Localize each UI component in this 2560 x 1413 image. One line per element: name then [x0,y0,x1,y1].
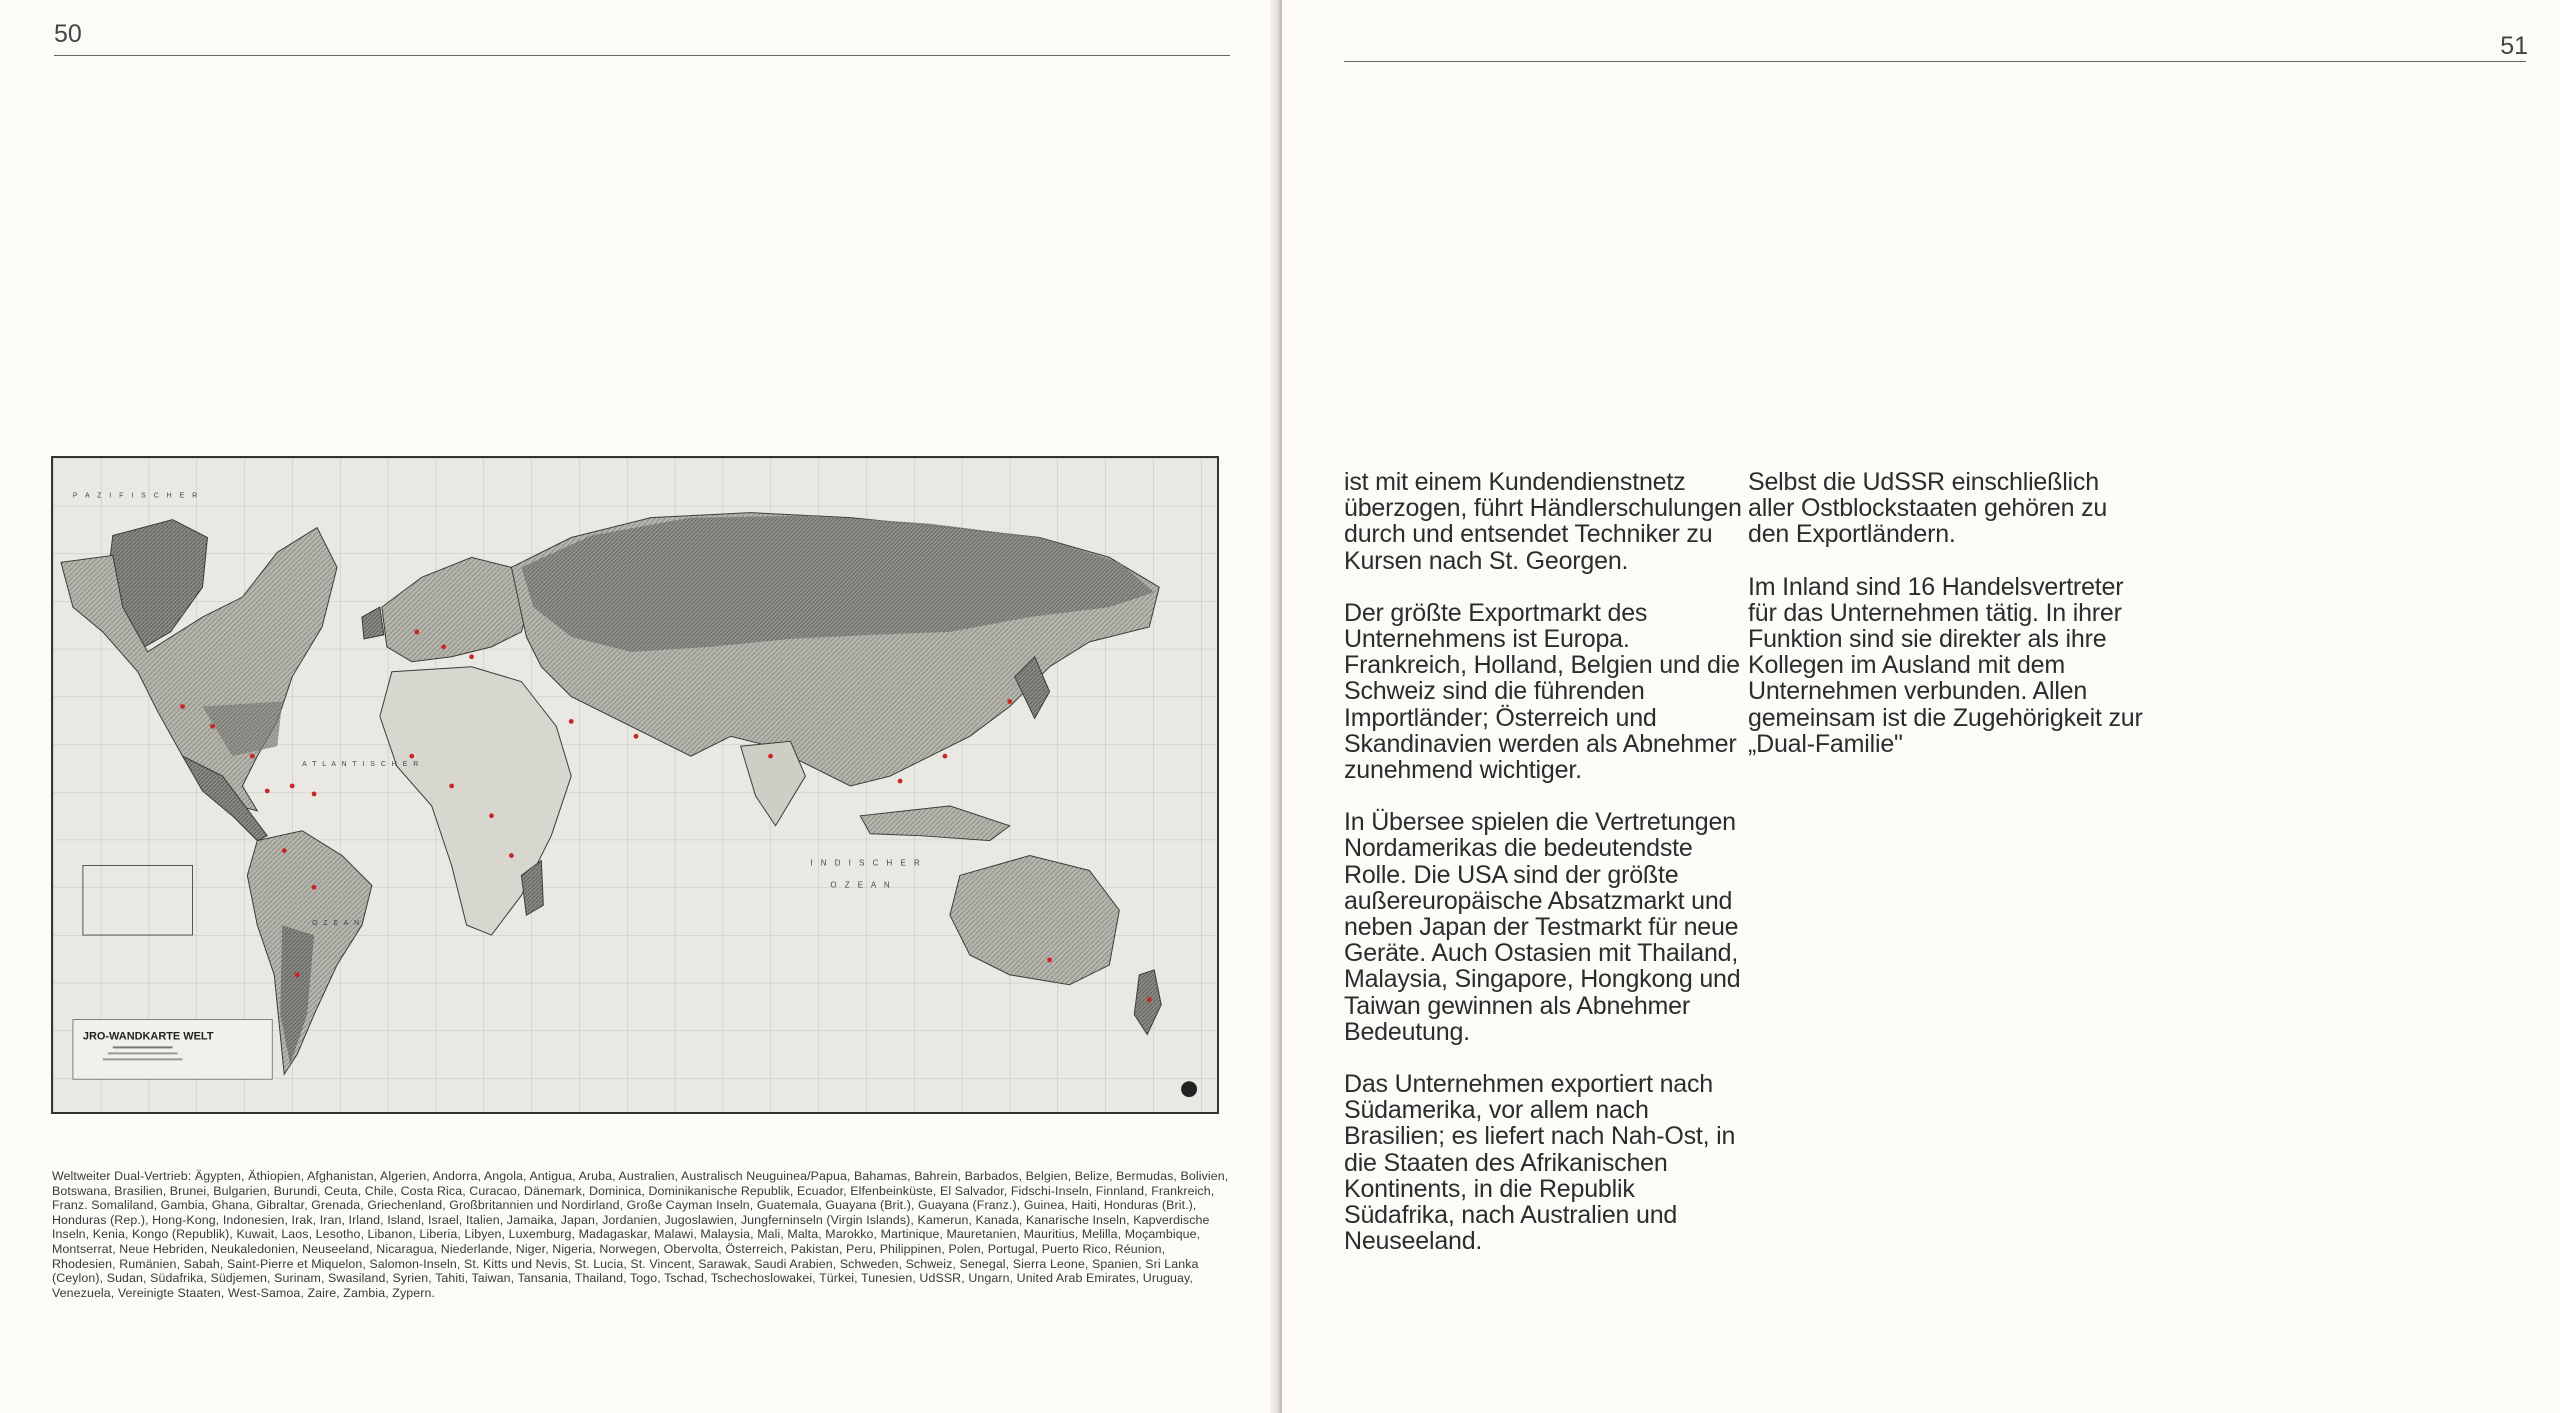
marker [489,813,494,818]
marker [414,630,419,635]
marker [898,779,903,784]
map-title: JRO-WANDKARTE WELT [82,1030,214,1043]
marker [282,848,287,853]
ocean-label-ozean-2: O Z E A N [312,920,362,928]
header-rule-left [54,55,1230,56]
world-map-graphic [53,458,1217,1112]
paragraph: Im Inland sind 16 Handelsvertreter für das Unternehmen tätig. In ihrer Funktion sind sie direkter als ihre Kollegen im Ausland mit dem Unternehmen verbunden. Allen gemeinsam ist die Zugehörigkeit zur „Dual-Familie" [1748,572,2143,758]
marker [441,644,446,649]
text-column-2 [1748,469,2148,783]
marker [569,719,574,724]
paragraph: ist mit einem Kundendienstnetz überzogen, führt Händlerschulungen durch und entsendet Techniker zu Kursen nach St. Georgen. [1344,468,1742,575]
text-column-1 [1344,469,1744,1280]
paragraph: Der größte Exportmarkt des Unternehmens ist Europa. Frankreich, Holland, Belgien und die Schweiz sind die führenden Importländer; Österreich und Skandinavien werden als Abnehmer zunehmend wichtiger. [1344,598,1740,785]
marker [509,853,514,858]
marker [768,754,773,759]
page-number-right: 51 [2500,32,2528,60]
paragraph: In Übersee spielen die Vertretungen Nordamerikas die bedeutendste Rolle. Die USA sind der größte außereuropäische Absatzmarkt und neben Japan der Testmarkt für neue Geräte. Auch Ostasien mit Thailand, Malaysia, Singapore, Hongkong und Taiwan gewinnen als Abnehmer Bedeutung. [1344,808,1741,1046]
ocean-label-atlantic: A T L A N T I S C H E R [302,761,421,769]
header-rule-right [1344,61,2526,62]
marker [295,972,300,977]
paragraph: Das Unternehmen exportiert nach Südamerika, vor allem nach Brasilien; es liefert nach Nah-Ost, in die Staaten des Afrikanischen Kontinents, in die Republik Südafrika, nach Australien und Neuseeland. [1344,1070,1736,1256]
map-caption: Weltweiter Dual-Vertrieb: Ägypten, Äthiopien, Afghanistan, Algerien, Andorra, Angola, Antigua, Aruba, Australien, Australisch Neuguinea/Papua, Bahamas, Bahrein, Barbados, Belgien, Belize, Bermudas, Bolivien, Botswana, Brasilien, Brunei, Bulgarien, Burundi, Ceuta, Chile, Costa Rica, Curacao, Dänemark, Dominica, Dominikanische Republik, Ecuador, Elfenbeinküste, El Salvador, Fidschi-Inseln, Finnland, Frankreich, Franz. Somaliland, Gambia, Ghana, Gibraltar, Grenada, Griechenland, Großbritannien und Nordirland, Große Cayman Inseln, Guatemala, Guayana (Brit.), Guayana (Franz.), Guinea, Haiti, Honduras (Brit.), Honduras (Rep.), Hong-Kong, Indonesien, Irak, Iran, Irland, Island, Israel, Italien, Jamaika, Japan, Jordanien, Jugoslawien, Jungferninseln (Virgin Islands), Kamerun, Kanada, Kanarische Inseln, Kapverdische Inseln, Kenia, Kongo (Republik), Kuwait, Laos, Lesotho, Libanon, Liberia, Libyen, Luxemburg, Madagaskar, Malawi, Malaysia, Mali, Malta, Marokko, Martinique, Mauretanien, Mauritius, Melilla, Moçambique, Montserrat, Neue Hebriden, Neukaledonien, Neuseeland, Nicaragua, Niederlande, Niger, Nigeria, Norwegen, Obervolta, Österreich, Pakistan, Peru, Philippinen, Polen, Portugal, Puerto Rico, Réunion, Rhodesien, Rumänien, Sabah, Saint-Pierre et Miquelon, Salomon-Inseln, St. Kitts und Nevis, St. Lucia, St. Vincent, Sarawak, Saudi Arabien, Schweden, Schweiz, Senegal, Sierra Leone, Spanien, Sri Lanka (Ceylon), Sudan, Südafrika, Südjemen, Surinam, Swasiland, Syrien, Tahiti, Taiwan, Tansania, Thailand, Togo, Tschad, Tschechoslowakei, Türkei, Tunesien, UdSSR, Ungarn, United Arab Emirates, Uruguay, Venezuela, Vereinigte Staaten, West-Samoa, Zaire, Zambia, Zypern. [52,1169,1229,1300]
marker [250,754,255,759]
marker [312,885,317,890]
world-map [51,456,1219,1114]
marker [312,792,317,797]
ocean-label-indian: I N D I S C H E R [810,858,923,868]
left-page [0,0,1278,1413]
marker [1147,997,1152,1002]
marker [469,654,474,659]
marker [290,784,295,789]
marker [943,754,948,759]
marker [634,734,639,739]
marker [1007,699,1012,704]
marker [180,704,185,709]
paragraph: Selbst die UdSSR einschließlich aller Ostblockstaaten gehören zu den Exportländern. [1748,468,2108,549]
marker [265,789,270,794]
marker [210,724,215,729]
page-number-left: 50 [54,20,82,48]
ocean-label-pacific-north: P A Z I F I S C H E R [72,492,201,500]
ocean-label-ozean: O Z E A N [830,880,893,890]
marker [1047,958,1052,963]
marker [449,784,454,789]
right-page [1282,0,2560,1413]
marker [409,754,414,759]
